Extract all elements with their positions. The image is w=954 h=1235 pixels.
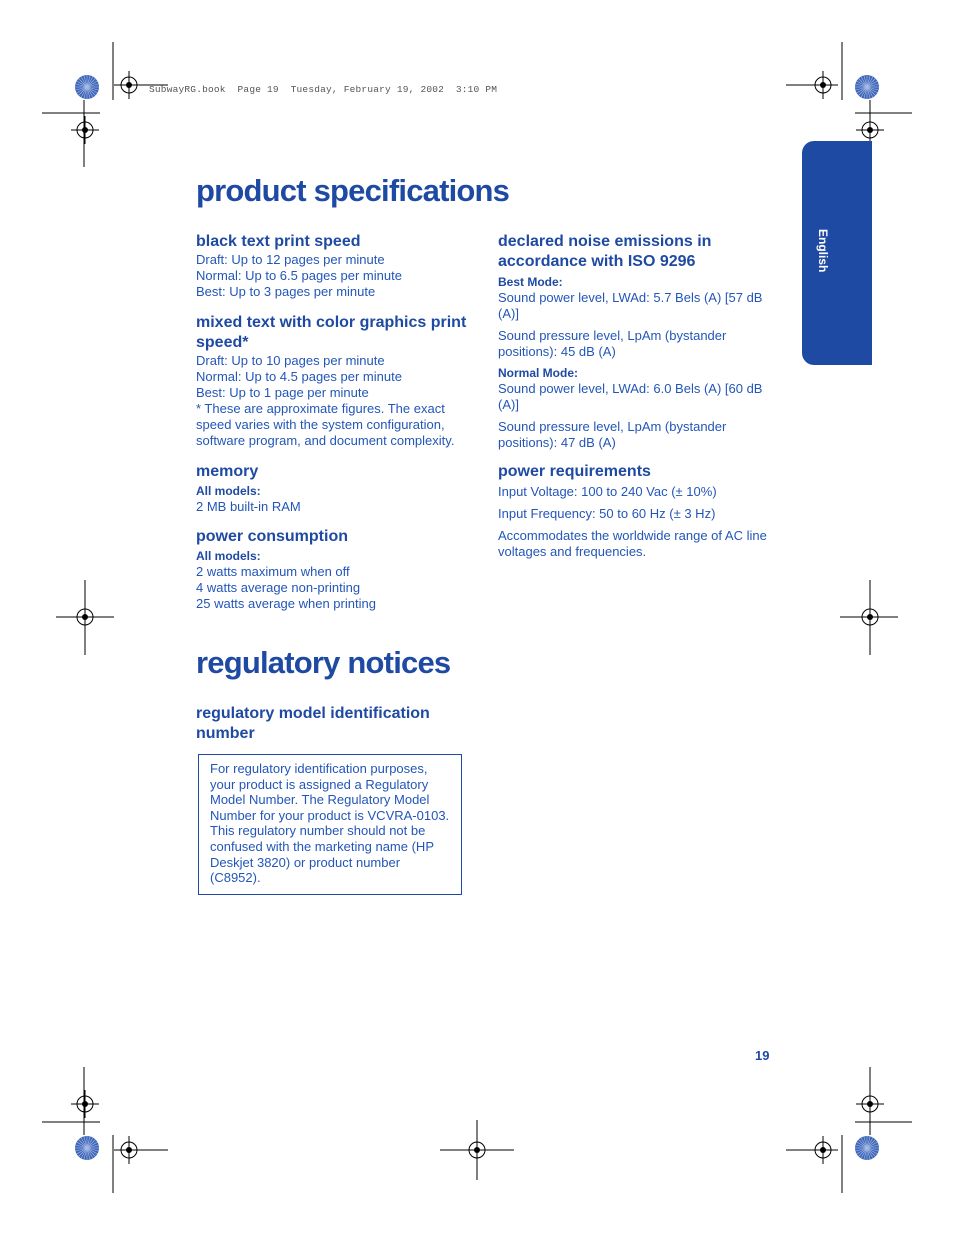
power-consumption-sub: All models: [196, 549, 261, 563]
memory-heading: memory [196, 463, 259, 480]
registration-crosshair-icon [71, 1090, 99, 1118]
spec-line: Input Frequency: 50 to 60 Hz (± 3 Hz) [498, 506, 716, 521]
spec-note: * These are approximate figures. The exact [196, 401, 445, 416]
spec-line: 2 watts maximum when off [196, 564, 350, 579]
noise-heading: declared noise emissions in [498, 233, 712, 250]
color-registration-starburst-icon [855, 75, 879, 99]
box-line: For regulatory identification purposes, [210, 761, 428, 776]
color-registration-starburst-icon [855, 1136, 879, 1160]
spec-line: Normal: Up to 6.5 pages per minute [196, 268, 402, 283]
spec-line: Draft: Up to 10 pages per minute [196, 353, 385, 368]
box-line: This regulatory number should not be [210, 823, 426, 839]
regulatory-model-section [196, 704, 476, 744]
spec-line: Accommodates the worldwide range of AC line [498, 528, 767, 543]
noise-heading-cont: accordance with ISO 9296 [498, 253, 696, 270]
mixed-text-heading-cont: speed* [196, 334, 249, 351]
best-mode-label: Best Mode: [498, 275, 563, 289]
spec-line: Sound pressure level, LpAm (bystander [498, 419, 727, 434]
box-line: confused with the marketing name (HP [210, 838, 434, 854]
language-tab [802, 141, 872, 365]
power-consumption-heading: power consumption [196, 528, 348, 545]
black-text-heading: black text print speed [196, 233, 361, 250]
box-line: your product is assigned a Regulatory [210, 776, 429, 792]
spec-line: positions): 47 dB (A) [498, 435, 616, 450]
page-number: 19 [755, 1048, 770, 1063]
memory-sub: All models: [196, 484, 261, 498]
spec-note: speed varies with the system configuration, [196, 417, 445, 432]
regulatory-model-heading: regulatory model identification [196, 705, 430, 722]
spec-line: 2 MB built-in RAM [196, 499, 301, 514]
section-title-regulatory [196, 645, 450, 681]
spec-line: Draft: Up to 12 pages per minute [196, 252, 385, 267]
black-text-speed-section [196, 232, 476, 300]
section-title-product-specifications [196, 173, 509, 209]
mixed-text-heading: mixed text with color graphics print [196, 314, 467, 331]
spec-line: Sound power level, LWAd: 6.0 Bels (A) [60 dB [498, 381, 763, 396]
power-requirements-section [498, 462, 783, 560]
spec-line: (A)] [498, 397, 519, 412]
spec-line: positions): 45 dB (A) [498, 344, 616, 359]
memory-section [196, 462, 476, 515]
spec-line: Best: Up to 1 page per minute [196, 385, 369, 400]
spec-line: voltages and frequencies. [498, 544, 647, 559]
spec-line: Normal: Up to 4.5 pages per minute [196, 369, 402, 384]
box-line: (C8952). [210, 870, 261, 886]
spec-line: Best: Up to 3 pages per minute [196, 284, 376, 299]
spec-line: (A)] [498, 306, 519, 321]
box-line: Number for your product is VCVRA-0103. [210, 807, 450, 823]
regulatory-model-heading-cont: number [196, 725, 255, 742]
spec-line: 4 watts average non-printing [196, 580, 361, 595]
color-registration-starburst-icon [75, 1136, 99, 1160]
color-registration-starburst-icon [75, 75, 99, 99]
page-title: product specifications [196, 173, 510, 208]
spec-line: Sound power level, LWAd: 5.7 Bels (A) [57 dB [498, 290, 763, 305]
spec-line: Sound pressure level, LpAm (bystander [498, 328, 727, 343]
spec-note: software program, and document complexity. [196, 433, 455, 448]
spec-line: Input Voltage: 100 to 240 Vac (± 10%) [498, 484, 717, 499]
regulatory-info-box [198, 754, 462, 895]
box-line: Model Number. The Regulatory Model [210, 792, 430, 808]
normal-mode-label: Normal Mode: [498, 366, 579, 380]
power-requirements-heading: power requirements [498, 463, 651, 480]
power-consumption-section [196, 527, 476, 612]
registration-crosshair-icon [71, 116, 99, 144]
noise-emissions-section [498, 232, 783, 451]
mixed-text-speed-section [196, 313, 476, 449]
spec-line: 25 watts average when printing [196, 596, 376, 611]
box-line: Deskjet 3820) or product number [210, 854, 401, 870]
language-tab-label: English [816, 229, 830, 273]
print-header-info: SubwayRG.book Page 19 Tuesday, February 19, 2002 3:10 PM [149, 84, 498, 95]
regulatory-title: regulatory notices [196, 645, 451, 680]
